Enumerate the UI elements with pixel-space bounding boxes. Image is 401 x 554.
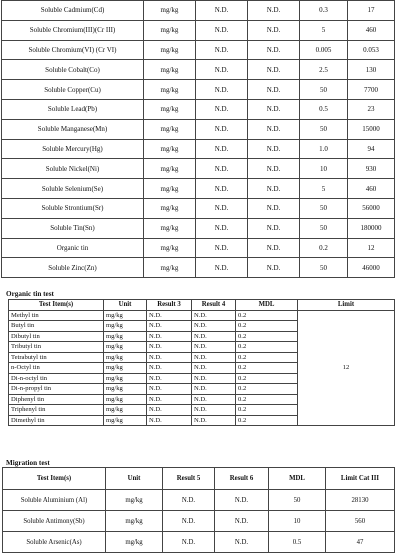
mdl-cell: 0.2 (236, 373, 298, 384)
test-item-cell: Soluble Arsenic(As) (3, 532, 106, 553)
table-row (3, 532, 395, 553)
organic-tin-table (8, 299, 395, 426)
mdl-cell: 0.2 (236, 384, 298, 395)
result-cell: N.D. (196, 119, 248, 139)
limit-cell: 28130 (326, 490, 395, 511)
result-cell: N.D. (196, 60, 248, 80)
column-header-test-item: Test Item(s) (3, 468, 106, 490)
unit-cell: mg/kg (144, 179, 196, 199)
mdl-cell: 0.2 (236, 394, 298, 405)
result-cell: N.D. (163, 532, 215, 553)
limit-cell: 180000 (348, 218, 395, 238)
unit-cell: mg/kg (144, 218, 196, 238)
test-item-cell: Soluble Manganese(Mn) (2, 119, 144, 139)
test-item-cell: Soluble Tin(Sn) (2, 218, 144, 238)
result-cell: N.D. (196, 20, 248, 40)
unit-cell: mg/kg (144, 1, 196, 21)
mdl-cell: 0.2 (236, 331, 298, 342)
result-cell: N.D. (196, 139, 248, 159)
result-cell: N.D. (248, 139, 300, 159)
result-cell: N.D. (192, 405, 236, 416)
mdl-cell: 0.2 (236, 415, 298, 426)
limit-cell: 15000 (348, 119, 395, 139)
table-row (2, 40, 395, 60)
limit-cell: 0.053 (348, 40, 395, 60)
result-cell: N.D. (192, 310, 236, 321)
result-cell: N.D. (147, 310, 192, 321)
test-item-cell: Soluble Nickel(Ni) (2, 159, 144, 179)
result-cell: N.D. (248, 218, 300, 238)
result-cell: N.D. (147, 384, 192, 395)
mdl-cell: 50 (300, 119, 348, 139)
test-item-cell: Soluble Zinc(Zn) (2, 258, 144, 278)
test-item-cell: Soluble Mercury(Hg) (2, 139, 144, 159)
unit-cell: mg/kg (104, 384, 147, 395)
result-cell: N.D. (192, 342, 236, 353)
test-item-cell: Soluble Antimony(Sb) (3, 511, 106, 532)
mdl-cell: 50 (300, 80, 348, 100)
limit-cell: 47 (326, 532, 395, 553)
unit-cell: mg/kg (144, 159, 196, 179)
organic-tin-heading: Organic tin test (6, 290, 54, 298)
mdl-cell: 0.2 (236, 310, 298, 321)
test-item-cell: Soluble Chromium(VI) (Cr VI) (2, 40, 144, 60)
result-cell: N.D. (192, 352, 236, 363)
mdl-cell: 0.2 (236, 352, 298, 363)
test-item-cell: Soluble Strontium(Sr) (2, 198, 144, 218)
unit-cell: mg/kg (104, 363, 147, 374)
result-cell: N.D. (196, 258, 248, 278)
unit-cell: mg/kg (104, 342, 147, 353)
result-cell: N.D. (215, 532, 269, 553)
result-cell: N.D. (196, 179, 248, 199)
mdl-cell: 0.3 (300, 1, 348, 21)
result-cell: N.D. (248, 179, 300, 199)
result-cell: N.D. (196, 238, 248, 258)
result-cell: N.D. (147, 342, 192, 353)
unit-cell: mg/kg (144, 99, 196, 119)
table-row (2, 60, 395, 80)
column-header-result-5: Result 5 (163, 468, 215, 490)
mdl-cell: 1.0 (300, 139, 348, 159)
migration-heading: Migration test (6, 459, 50, 467)
table-row (2, 99, 395, 119)
test-item-cell: Soluble Lead(Pb) (2, 99, 144, 119)
limit-cell: 17 (348, 1, 395, 21)
mdl-cell: 50 (300, 198, 348, 218)
limit-cell: 7700 (348, 80, 395, 100)
limit-cell: 560 (326, 511, 395, 532)
test-item-cell: Di-n-propyl tin (9, 384, 104, 395)
column-header-result-6: Result 6 (215, 468, 269, 490)
result-cell: N.D. (248, 119, 300, 139)
mdl-cell: 0.2 (300, 238, 348, 258)
result-cell: N.D. (196, 218, 248, 238)
result-cell: N.D. (147, 331, 192, 342)
result-cell: N.D. (192, 384, 236, 395)
limit-cell: 460 (348, 179, 395, 199)
result-cell: N.D. (196, 1, 248, 21)
limit-cell: 56000 (348, 198, 395, 218)
mdl-cell: 10 (269, 511, 326, 532)
heavy-metals-table (1, 0, 395, 278)
test-item-cell: Soluble Selenium(Se) (2, 179, 144, 199)
mdl-cell: 0.005 (300, 40, 348, 60)
result-cell: N.D. (248, 258, 300, 278)
result-cell: N.D. (248, 20, 300, 40)
result-cell: N.D. (248, 40, 300, 60)
unit-cell: mg/kg (144, 80, 196, 100)
result-cell: N.D. (248, 1, 300, 21)
result-cell: N.D. (215, 511, 269, 532)
unit-cell: mg/kg (144, 198, 196, 218)
column-header-unit: Unit (106, 468, 163, 490)
limit-cell: 46000 (348, 258, 395, 278)
heavy-metals-table-body (2, 1, 395, 278)
mdl-cell: 5 (300, 179, 348, 199)
mdl-cell: 0.5 (300, 99, 348, 119)
test-item-cell: Tributyl tin (9, 342, 104, 353)
result-cell: N.D. (248, 80, 300, 100)
result-cell: N.D. (147, 352, 192, 363)
result-cell: N.D. (196, 198, 248, 218)
result-cell: N.D. (163, 511, 215, 532)
test-item-cell: Diphenyl tin (9, 394, 104, 405)
column-header-unit: Unit (104, 300, 147, 311)
column-header-mdl: MDL (236, 300, 298, 311)
test-item-cell: Methyl tin (9, 310, 104, 321)
test-item-cell: Di-n-octyl tin (9, 373, 104, 384)
test-item-cell: Organic tin (2, 238, 144, 258)
result-cell: N.D. (248, 60, 300, 80)
table-row (2, 1, 395, 21)
column-header-result-3: Result 3 (147, 300, 192, 311)
result-cell: N.D. (192, 331, 236, 342)
unit-cell: mg/kg (104, 415, 147, 426)
test-item-cell: Triphenyl tin (9, 405, 104, 416)
mdl-cell: 50 (269, 490, 326, 511)
result-cell: N.D. (192, 415, 236, 426)
result-cell: N.D. (192, 321, 236, 332)
result-cell: N.D. (192, 394, 236, 405)
unit-cell: mg/kg (106, 490, 163, 511)
table-row (2, 119, 395, 139)
shared-limit-cell: 12 (298, 310, 395, 426)
migration-table-body (3, 490, 395, 553)
column-header-mdl: MDL (269, 468, 326, 490)
result-cell: N.D. (215, 490, 269, 511)
limit-cell: 460 (348, 20, 395, 40)
table-row (3, 511, 395, 532)
test-item-cell: Dibutyl tin (9, 331, 104, 342)
mdl-cell: 50 (300, 218, 348, 238)
column-header-limit-cat-iii: Limit Cat III (326, 468, 395, 490)
migration-table (2, 467, 395, 553)
result-cell: N.D. (196, 99, 248, 119)
unit-cell: mg/kg (104, 352, 147, 363)
test-item-cell: Dimethyl tin (9, 415, 104, 426)
test-item-cell: Soluble Chromium(III)(Cr III) (2, 20, 144, 40)
table-row (2, 198, 395, 218)
unit-cell: mg/kg (104, 310, 147, 321)
unit-cell: mg/kg (144, 40, 196, 60)
unit-cell: mg/kg (144, 60, 196, 80)
column-header-result-4: Result 4 (192, 300, 236, 311)
mdl-cell: 0.5 (269, 532, 326, 553)
test-item-cell: Soluble Cobalt(Co) (2, 60, 144, 80)
test-item-cell: n-Octyl tin (9, 363, 104, 374)
result-cell: N.D. (196, 40, 248, 60)
table-row (2, 139, 395, 159)
result-cell: N.D. (147, 415, 192, 426)
mdl-cell: 2.5 (300, 60, 348, 80)
result-cell: N.D. (147, 373, 192, 384)
limit-cell: 94 (348, 139, 395, 159)
result-cell: N.D. (147, 363, 192, 374)
unit-cell: mg/kg (104, 331, 147, 342)
table-row (2, 258, 395, 278)
mdl-cell: 0.2 (236, 363, 298, 374)
organic-tin-header-row (9, 300, 395, 311)
result-cell: N.D. (248, 198, 300, 218)
unit-cell: mg/kg (144, 238, 196, 258)
limit-cell: 12 (348, 238, 395, 258)
organic-tin-table-body (9, 310, 395, 426)
unit-cell: mg/kg (104, 321, 147, 332)
result-cell: N.D. (196, 159, 248, 179)
table-row (2, 179, 395, 199)
result-cell: N.D. (248, 159, 300, 179)
unit-cell: mg/kg (144, 139, 196, 159)
table-row (2, 20, 395, 40)
mdl-cell: 0.2 (236, 405, 298, 416)
result-cell: N.D. (248, 99, 300, 119)
unit-cell: mg/kg (104, 394, 147, 405)
migration-header-row (3, 468, 395, 490)
mdl-cell: 5 (300, 20, 348, 40)
mdl-cell: 50 (300, 258, 348, 278)
mdl-cell: 0.2 (236, 342, 298, 353)
unit-cell: mg/kg (106, 511, 163, 532)
limit-cell: 23 (348, 99, 395, 119)
unit-cell: mg/kg (104, 373, 147, 384)
result-cell: N.D. (192, 363, 236, 374)
test-item-cell: Butyl tin (9, 321, 104, 332)
mdl-cell: 0.2 (236, 321, 298, 332)
unit-cell: mg/kg (144, 20, 196, 40)
table-row (2, 238, 395, 258)
column-header-test-item: Test Item(s) (9, 300, 104, 311)
test-item-cell: Soluble Copper(Cu) (2, 80, 144, 100)
table-row (2, 159, 395, 179)
result-cell: N.D. (147, 394, 192, 405)
test-item-cell: Tetrabutyl tin (9, 352, 104, 363)
result-cell: N.D. (248, 238, 300, 258)
table-row (9, 310, 395, 321)
result-cell: N.D. (196, 80, 248, 100)
unit-cell: mg/kg (104, 405, 147, 416)
table-row (2, 80, 395, 100)
unit-cell: mg/kg (144, 258, 196, 278)
test-item-cell: Soluble Cadmium(Cd) (2, 1, 144, 21)
column-header-limit: Limit (298, 300, 395, 311)
unit-cell: mg/kg (106, 532, 163, 553)
result-cell: N.D. (163, 490, 215, 511)
mdl-cell: 10 (300, 159, 348, 179)
test-item-cell: Soluble Aluminium (Al) (3, 490, 106, 511)
table-row (3, 490, 395, 511)
result-cell: N.D. (147, 405, 192, 416)
limit-cell: 930 (348, 159, 395, 179)
table-row (2, 218, 395, 238)
result-cell: N.D. (192, 373, 236, 384)
result-cell: N.D. (147, 321, 192, 332)
unit-cell: mg/kg (144, 119, 196, 139)
limit-cell: 130 (348, 60, 395, 80)
